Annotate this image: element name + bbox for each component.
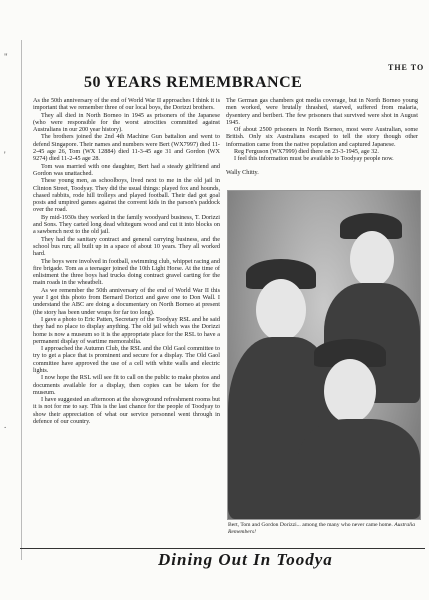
signature: Wally Chitty. (226, 168, 259, 176)
paragraph: The brothers joined the 2nd 4th Machine Gun battalion and went to defend Singapore. Their names and numbers were Bert (WX7997) died 11-2-45 age 26, Tom (WX 12884) died 11-3-45 age 31 and Gordon (WX 9274) died 11-2-45 age 28. (33, 133, 220, 163)
paragraph: I gave a photo to Eric Patten, Secretary of the Toodyay RSL and he said they had no place to display anything. The old jail which was the Dorizzi home is now a museum so it is the appropriate place for the RSL to have a permanent display of wartime memorabilia. (33, 315, 220, 345)
edge-mark: ' (4, 150, 6, 160)
paragraph: The boys were involved in football, swimming club, whippet racing and fire brigade. Tom as a teenager joined the 10th Light Horse. At the time of enlistment the three boys had trucks doing contract gravel carting for the main roads in the wheatbelt. (33, 257, 220, 287)
uniform-shape (298, 419, 420, 519)
section-divider (20, 548, 425, 549)
paragraph: The German gas chambers got media coverage, but in North Borneo young men worked, were brutally thrashed, starved, suffered from malaria, dysentery and beriberi. The few prisoners that survived were shot in August 1945. (226, 97, 418, 126)
paragraph: I have suggested an afternoon at the showground refreshment rooms but it is not for me to say. This is the last chance for the people of Toodyay to show their appreciation of what our service personnel went through in defence of our country. (33, 396, 220, 426)
paragraph: I feel this information must be available to Toodyay people now. (234, 155, 394, 163)
masthead-fragment: THE TO (388, 63, 425, 72)
page-edge-line (21, 40, 22, 560)
paragraph: As the 50th anniversary of the end of World War II approaches I think it is important that we remember three of our local boys, the Dorizzi brothers. (33, 97, 220, 112)
edge-mark: . (4, 420, 7, 430)
paragraph: I approached the Autumn Club, the RSL and the Old Gaol committee to try to get a place that is prominent and secure for a display. The Old Gaol committee have approved the use of a cell with white walls and electric lights. (33, 345, 220, 374)
edge-mark: " (4, 52, 8, 62)
paragraph: By mid-1930s they worked in the family woodyard business, T. Dorizzi and Sons. They carted long dead whitegum wood and cut it into blocks on a sawbench next to the old jail. (33, 213, 220, 236)
caption-text: Bert, Tom and Gordon Dorizzi... among the many who never came home. (228, 522, 393, 528)
article-title: 50 YEARS REMEMBRANCE (84, 74, 303, 91)
paragraph: Tom was married with one daughter, Bert had a steady girlfriend and Gordon was unattached. (33, 162, 220, 177)
next-article-headline: Dining Out In Toodya (158, 550, 333, 569)
paragraph: As we remember the 50th anniversary of the end of World War II this year I got this photo from Bernard Dorizzi and gave one to Don Wall. I understand the ABC are doing a documentary on North Borneo at present (the story has been under wraps for far too long). (33, 286, 220, 316)
paragraph: Reg Ferguson (WX7999) died there on 23-3-1945, age 32. (234, 148, 379, 156)
face-shape (324, 359, 376, 423)
paragraph: They had the sanitary contract and general carrying business, and the school bus run; all built up in a space of about 10 years. They all worked hard. (33, 235, 220, 258)
article-column-2 (226, 97, 418, 176)
face-shape (350, 231, 394, 287)
face-shape (256, 279, 306, 341)
article-column-1 (33, 97, 220, 425)
photo-caption (228, 522, 418, 536)
paragraph: I now hope the RSL will see fit to call on the public to make photos and documents available for a display, then copies can be taken for the museum. (33, 374, 220, 396)
paragraph: These young men, as schoolboys, lived next to me in the old jail in Clinton Street, Toodyay. They did the usual things: played fox and hounds, chased rabbits, rode hill trolleys and played football. Their dad got goal posts and umpired games against the convent kids in the parson's paddock over the road. (33, 177, 220, 214)
caption-italic: Australia Remembers! (228, 522, 416, 535)
paragraph: They all died in North Borneo in 1945 as prisoners of the Japanese (who were responsible for the worst atrocities committed against Australians in our 200 year history). (33, 111, 220, 134)
paragraph: Of about 2500 prisoners in North Borneo, most were Australian, some British. Only six Australians escaped to tell the story though other information came from the native population and captured Japanese. (226, 126, 418, 148)
dorizzi-brothers-photo (227, 190, 421, 520)
